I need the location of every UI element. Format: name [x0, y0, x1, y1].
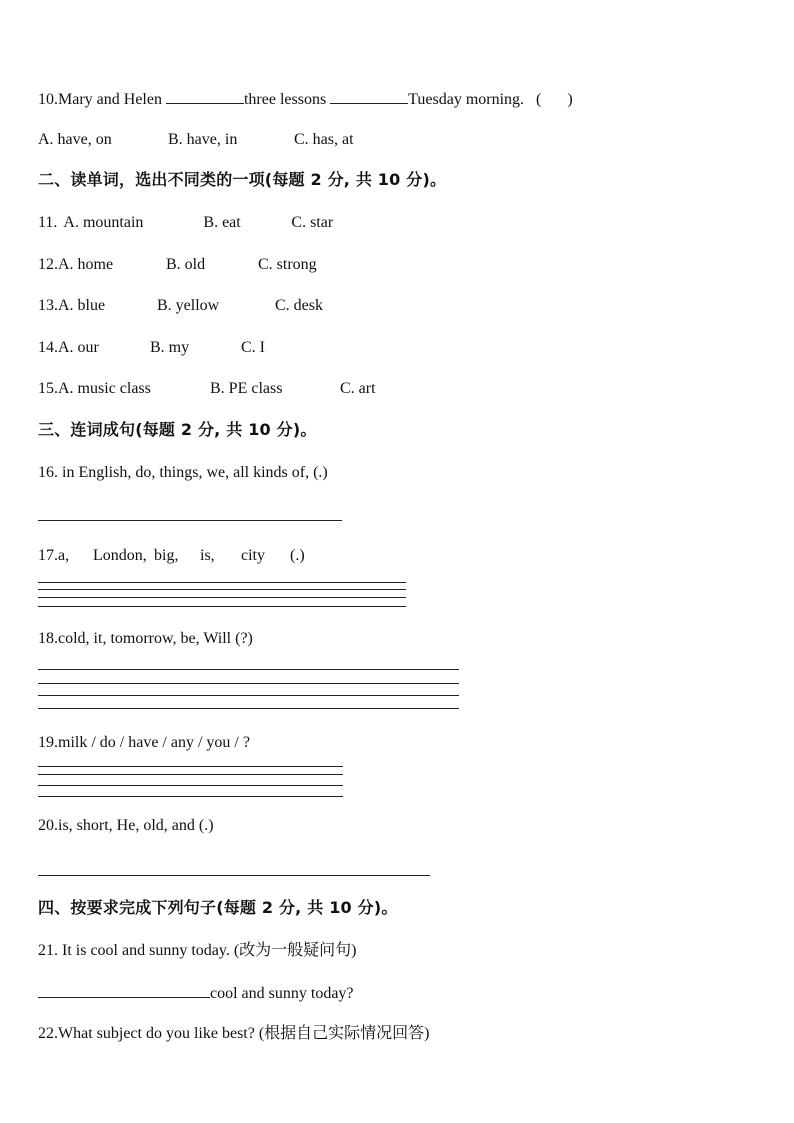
answer-line[interactable]	[38, 597, 406, 598]
answer-line[interactable]	[38, 875, 430, 876]
option-a[interactable]: A. blue	[58, 297, 106, 314]
option-b[interactable]: B. have, in	[168, 131, 238, 148]
question-number: 18.	[38, 630, 58, 647]
option-c[interactable]: C. has, at	[294, 131, 354, 148]
answer-line[interactable]	[38, 589, 406, 590]
answer-line[interactable]	[38, 774, 343, 775]
question-number: 12.	[38, 256, 58, 273]
option-c[interactable]: C. art	[340, 380, 376, 397]
answer-paren-close: )	[567, 91, 573, 108]
answer-paren-open: (	[536, 91, 542, 108]
option-c[interactable]: C. star	[291, 214, 334, 231]
answer-line[interactable]	[38, 695, 459, 696]
answer-line[interactable]	[38, 785, 343, 786]
answer-line[interactable]	[38, 520, 342, 521]
answer-blank[interactable]	[166, 88, 244, 104]
option-a[interactable]: A. music class	[58, 380, 151, 397]
option-c[interactable]: C. I	[241, 339, 265, 356]
answer-blank[interactable]	[330, 88, 408, 104]
question-21-answer: cool and sunny today?	[38, 982, 354, 1004]
option-a[interactable]: A. mountain	[63, 214, 144, 231]
question-16: 16. in English, do, things, we, all kinds of, (.)	[38, 464, 328, 481]
option-a[interactable]: A. our	[58, 339, 99, 356]
answer-line[interactable]	[38, 606, 406, 607]
question-14	[38, 338, 265, 358]
question-11	[38, 213, 333, 233]
section-3-title: 三、连词成句(每题 2 分, 共 10 分)。	[38, 420, 317, 439]
question-number: 14.	[38, 339, 58, 356]
option-b[interactable]: B. old	[166, 256, 206, 273]
question-number: 19.	[38, 734, 58, 751]
question-17: 17.a, London, big, is, city (.)	[38, 547, 305, 564]
question-20: 20.is, short, He, old, and (.)	[38, 817, 214, 834]
answer-line[interactable]	[38, 582, 406, 583]
answer-line[interactable]	[38, 708, 459, 709]
question-22: 22.What subject do you like best? (根据自己实际情况回答)	[38, 1025, 430, 1042]
question-number: 16.	[38, 464, 58, 481]
question-19: 19.milk / do / have / any / you / ?	[38, 734, 250, 751]
question-15	[38, 379, 376, 399]
answer-line[interactable]	[38, 766, 343, 767]
question-21: 21. It is cool and sunny today. (改为一般疑问句)	[38, 942, 357, 959]
question-number: 22.	[38, 1025, 58, 1042]
question-10: 10.Mary and Helen three lessons Tuesday morning. ( )	[38, 88, 573, 110]
question-10-options	[38, 130, 354, 150]
option-b[interactable]: B. yellow	[157, 297, 220, 314]
question-number: 11.	[38, 214, 58, 231]
section-2-title: 二、读单词，选出不同类的一项(每题 2 分, 共 10 分)。	[38, 170, 447, 189]
question-number: 20.	[38, 817, 58, 834]
question-number: 15.	[38, 380, 58, 397]
option-b[interactable]: B. PE class	[210, 380, 283, 397]
option-c[interactable]: C. desk	[275, 297, 323, 314]
question-number: 10.	[38, 91, 58, 108]
option-b[interactable]: B. my	[150, 339, 190, 356]
answer-blank[interactable]	[38, 982, 210, 998]
option-c[interactable]: C. strong	[258, 256, 317, 273]
answer-line[interactable]	[38, 683, 459, 684]
answer-line[interactable]	[38, 796, 343, 797]
option-a[interactable]: A. home	[58, 256, 114, 273]
question-12	[38, 255, 317, 275]
question-13	[38, 296, 323, 316]
question-number: 17.	[38, 547, 58, 564]
option-a[interactable]: A. have, on	[38, 131, 112, 148]
question-18: 18.cold, it, tomorrow, be, Will (?)	[38, 630, 253, 647]
question-number: 21.	[38, 942, 58, 959]
question-number: 13.	[38, 297, 58, 314]
answer-line[interactable]	[38, 669, 459, 670]
option-b[interactable]: B. eat	[203, 214, 241, 231]
section-4-title: 四、按要求完成下列句子(每题 2 分, 共 10 分)。	[38, 898, 398, 917]
